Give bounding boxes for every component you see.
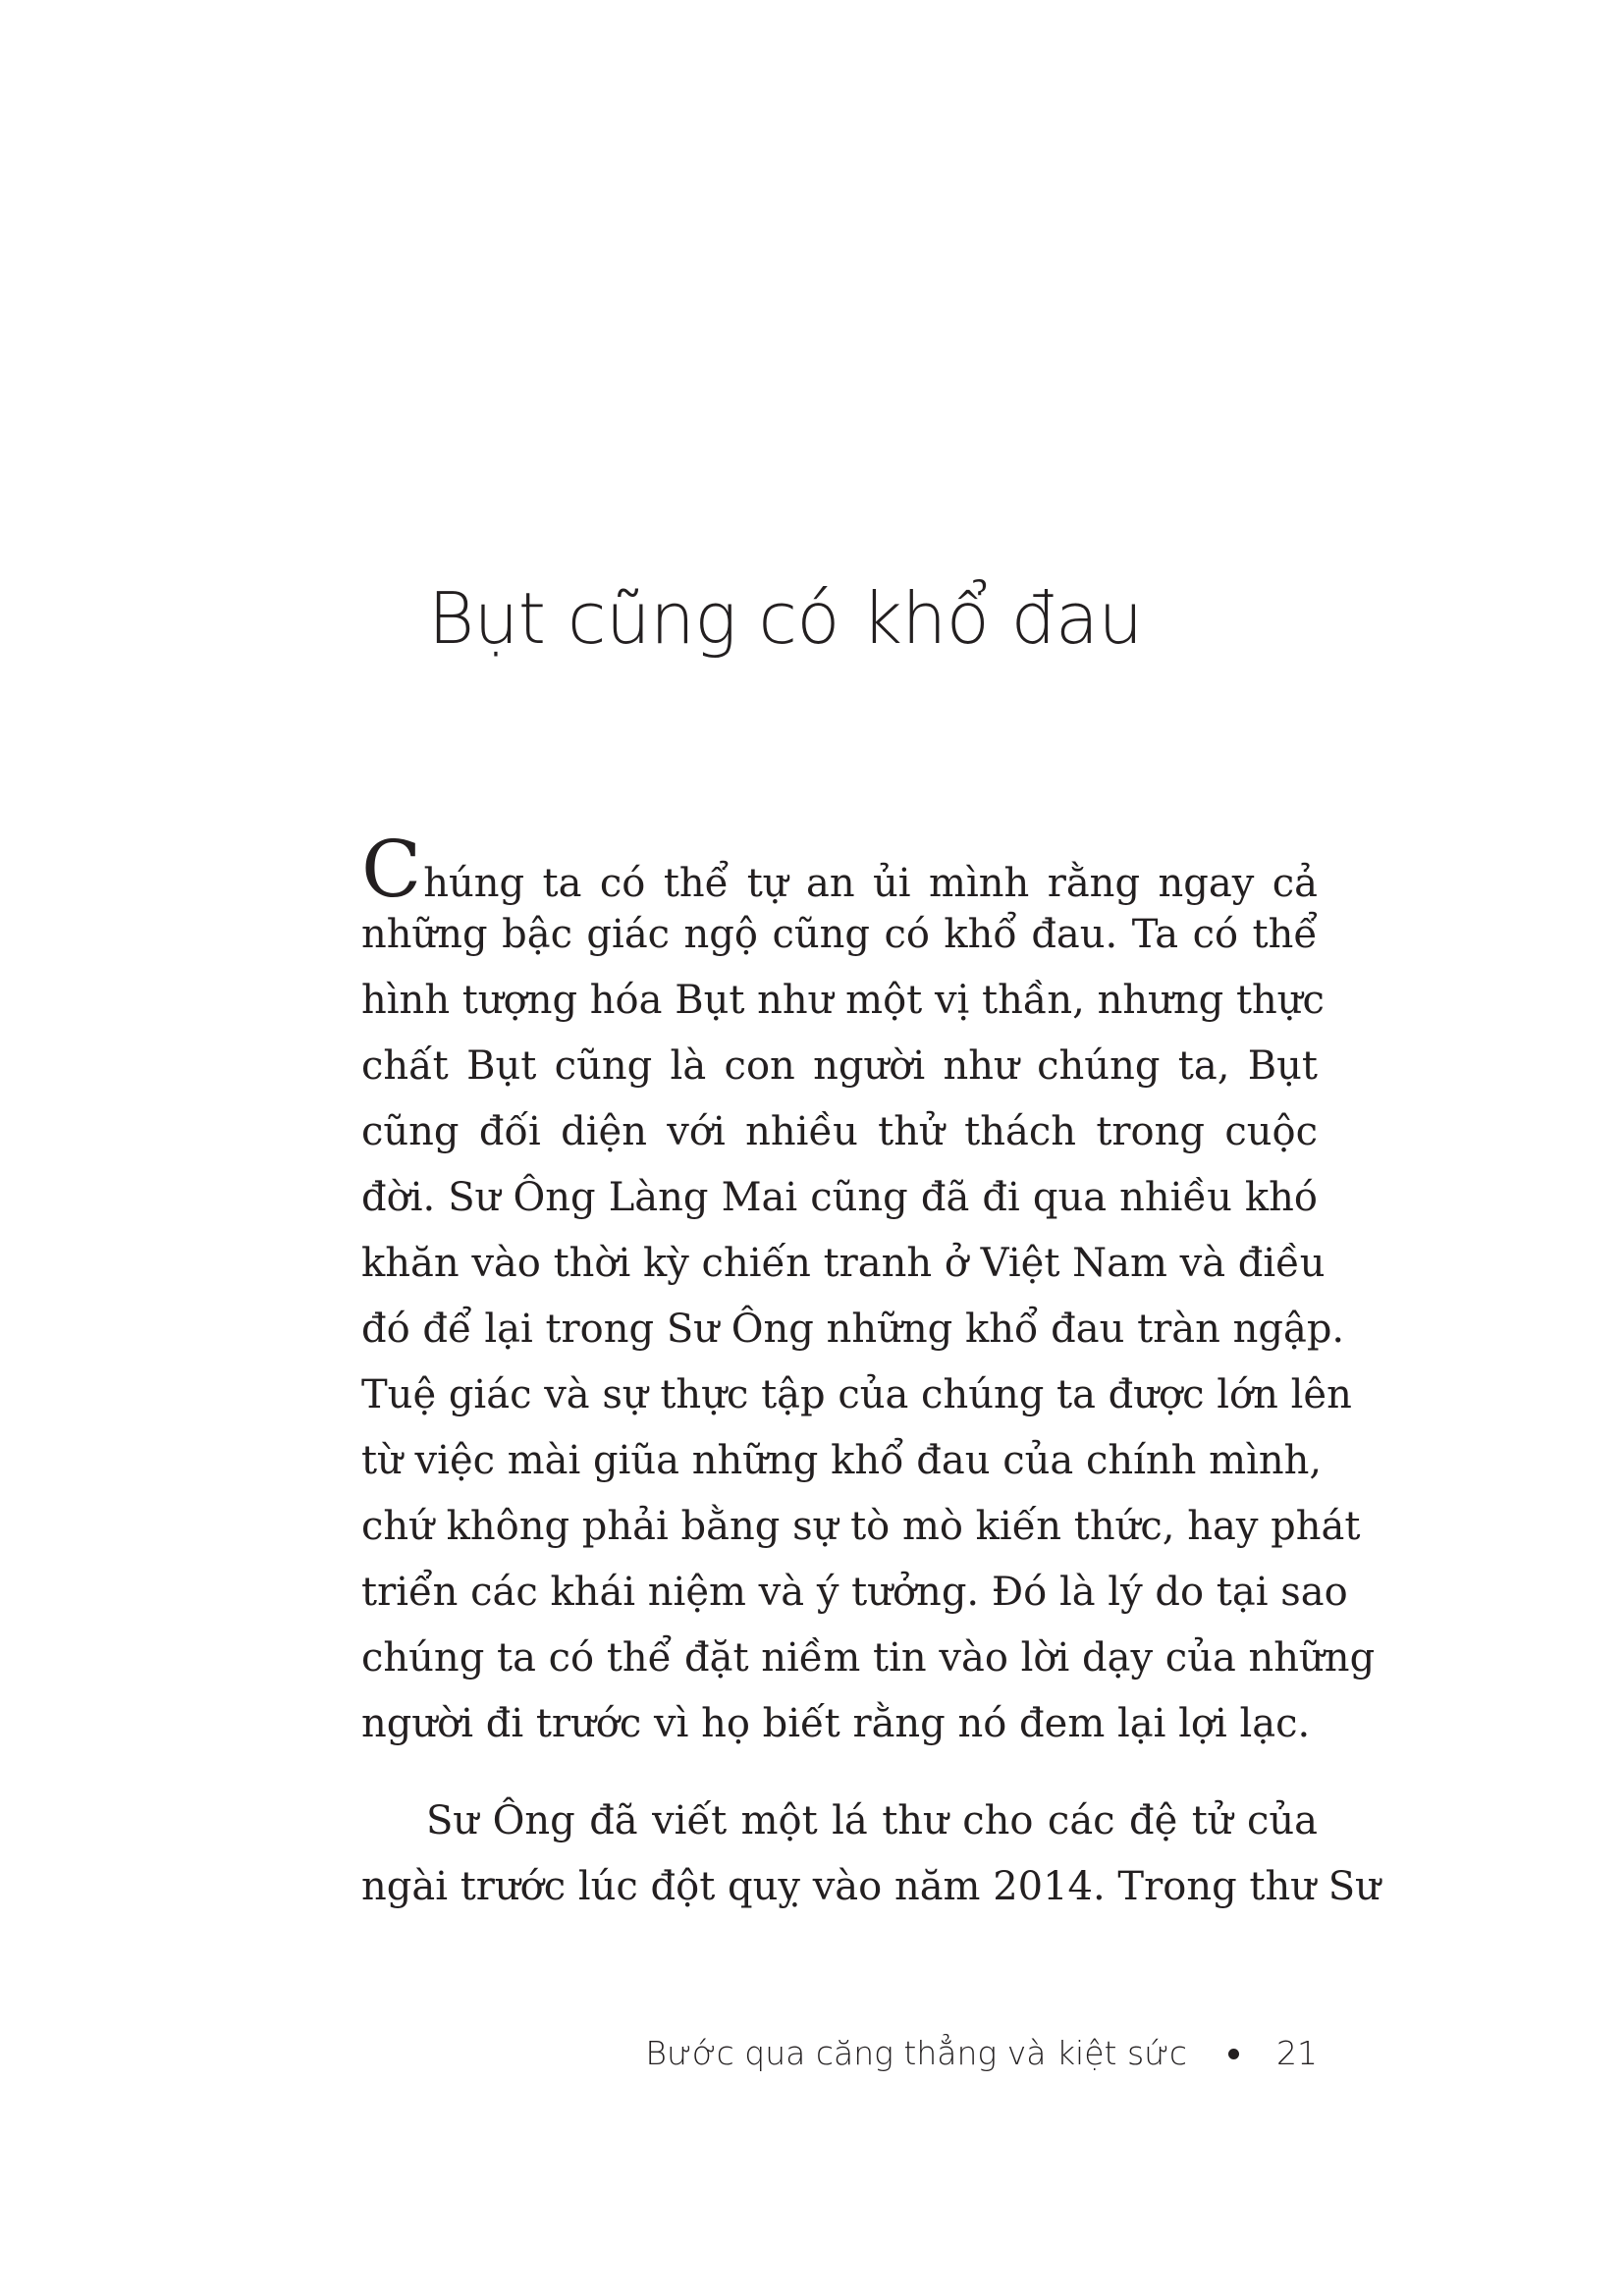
page-footer bbox=[645, 2032, 1318, 2075]
paragraph-1-line: triển các khái niệm và ý tưởng. Đó là lý do tại sao bbox=[361, 1570, 1348, 1615]
paragraph-1-line: chất Bụt cũng là con người như chúng ta, Bụt bbox=[361, 1043, 1318, 1089]
paragraph-2-line: ngài trước lúc đột quỵ vào năm 2014. Trong thư Sư bbox=[361, 1864, 1380, 1909]
paragraph-1-line: hình tượng hóa Bụt như một vị thần, nhưng thực bbox=[361, 978, 1325, 1023]
running-title: Bước qua căng thẳng và kiệt sức bbox=[645, 2034, 1187, 2072]
paragraph-1-line: những bậc giác ngộ cũng có khổ đau. Ta có thể bbox=[361, 912, 1318, 957]
paragraph-1-line: đó để lại trong Sư Ông những khổ đau tràn ngập. bbox=[361, 1307, 1345, 1352]
paragraph-1-line: Chúng ta có thể tự an ủi mình rằng ngay cả bbox=[361, 824, 1318, 915]
paragraph-gap bbox=[361, 1757, 1318, 1789]
paragraph-1-line: chúng ta có thể đặt niềm tin vào lời dạy của những bbox=[361, 1635, 1376, 1681]
paragraph-1-line: từ việc mài giũa những khổ đau của chính mình, bbox=[361, 1438, 1323, 1483]
body-text bbox=[361, 824, 1380, 1920]
paragraph-1-line: cũng đối diện với nhiều thử thách trong cuộc bbox=[361, 1109, 1318, 1154]
paragraph-1-line: khăn vào thời kỳ chiến tranh ở Việt Nam và điều bbox=[361, 1241, 1326, 1286]
paragraph-1-line: đời. Sư Ông Làng Mai cũng đã đi qua nhiều khó bbox=[361, 1175, 1318, 1220]
drop-cap: C bbox=[361, 824, 422, 915]
paragraph-2-line: Sư Ông đã viết một lá thư cho các đệ tử của bbox=[426, 1798, 1318, 1843]
paragraph-1-line: chứ không phải bằng sự tò mò kiến thức, hay phát bbox=[361, 1504, 1361, 1549]
chapter-title: Bụt cũng có khổ đau bbox=[428, 577, 1143, 660]
paragraph-1-line: người đi trước vì họ biết rằng nó đem lại lợi lạc. bbox=[361, 1701, 1311, 1746]
page-number: 21 bbox=[1276, 2034, 1318, 2072]
paragraph-1-line: Tuệ giác và sự thực tập của chúng ta được lớn lên bbox=[361, 1372, 1352, 1417]
bullet-separator-icon bbox=[1228, 2049, 1239, 2059]
